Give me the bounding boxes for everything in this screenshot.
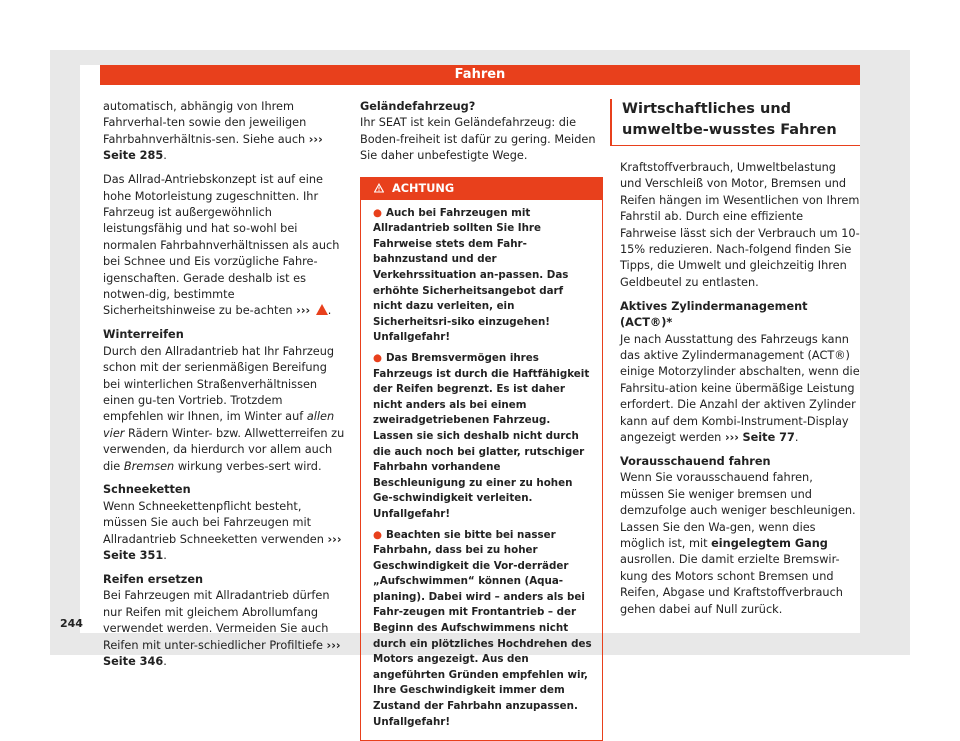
page-header: Fahren xyxy=(100,65,860,85)
warning-item: ● Beachten sie bitte bei nasser Fahrbahn, dass bei zu hoher Geschwindigkeit die Vor-derräder „Aufschwimmen“ können (Aqua-planing). Dabei wird – anders als bei Fahr-zeugen mit Frontantrieb – der Beginn des Aufschwimmens nicht durch ein plötzliches Hochdrehen des Motors angezeigt. Aus den angeführten Gründen empfehlen wir, Ihre Geschwindigkeit immer dem Zustand der Fahrbahn anzupassen. Unfallgefahr! xyxy=(373,528,592,728)
paragraph: automatisch, abhängig von Ihrem Fahrverhal-ten sowie den jeweiligen Fahrbahnverhältnis-sen. Siehe auch ››› Seite 285. xyxy=(103,100,323,163)
arrow-icon: ››› xyxy=(308,132,323,146)
heading-gelaendefahrzeug: Geländefahrzeug? xyxy=(360,100,476,113)
heading-zylindermanagement: Aktives Zylindermanagement (ACT®)* xyxy=(620,299,808,330)
paragraph: Wenn Sie vorausschauend fahren, müssen Sie weniger bremsen und demzufolge auch weniger beschleunigen. Lassen Sie den Wa-gen, wenn dies möglich ist, mit eingelegtem Gang ausrollen. Die damit erzielte Bremswir-kung des Motors schont Bremsen und Reifen, Abgase und Kraftstoffverbrauch gehen dabei auf Null zurück. xyxy=(620,471,856,616)
arrow-icon: ››› xyxy=(296,304,311,318)
page-reference-link[interactable]: Seite 77 xyxy=(742,431,795,444)
bullet-icon: ● xyxy=(373,528,382,541)
section-title: Wirtschaftliches und umweltbe-wusstes Fahren xyxy=(610,99,860,146)
warning-body xyxy=(361,200,602,741)
paragraph: Kraftstoffverbrauch, Umweltbelastung und Verschleiß von Motor, Bremsen und Reifen hängen im Wesentlichen von Ihrem Fahrstil ab. Durch eine effiziente Fahrweise lässt sich der Verbrauch um 10-15% reduzieren. Nach-folgend finden Sie Tipps, die Umwelt und gleichzeitig Ihren Geldbeutel zu entlasten. xyxy=(620,161,860,289)
warning-triangle-icon[interactable] xyxy=(316,304,328,315)
bullet-icon: ● xyxy=(373,206,382,219)
paragraph: Bei Fahrzeugen mit Allradantrieb dürfen nur Reifen mit gleichem Abrollumfang verwendet werden. Vermeiden Sie auch Reifen mit unter-schiedlicher Profiltiefe ››› Seite 346. xyxy=(103,589,341,668)
arrow-icon: ››› xyxy=(327,532,342,546)
page-reference-link[interactable]: Seite 346 xyxy=(103,655,164,668)
paragraph: Wenn Schneekettenpflicht besteht, müssen Sie auch bei Fahrzeugen mit Allradantrieb Schneeketten verwenden ››› Seite 351. xyxy=(103,499,342,563)
paragraph: Durch den Allradantrieb hat Ihr Fahrzeug schon mit der serienmäßigen Bereifung bei winterlichen Straßenverhältnissen einen gu-ten Vortrieb. Trotzdem empfehlen wir Ihnen, im Winter auf allen vier Rädern Winter- bzw. Allwetterreifen zu verwenden, da hierdurch vor allem auch die Bremsen wirkung verbes-sert wird. xyxy=(103,344,345,473)
column-left xyxy=(103,99,345,678)
page-reference-link[interactable]: Seite 351 xyxy=(103,549,164,563)
heading-reifen-ersetzen: Reifen ersetzen xyxy=(103,572,204,586)
paragraph: Ihr SEAT ist kein Geländefahrzeug: die Boden-freiheit ist dafür zu gering. Meiden Sie daher unbefestigte Wege. xyxy=(360,116,596,163)
paragraph: Je nach Ausstattung des Fahrzeugs kann das aktive Zylindermanagement (ACT®) einige Motorzylinder abschalten, wenn die Fahrsitu-ation keine übermäßige Leistung erfordert. Die Anzahl der aktiven Zylinder kann auf dem Kombi-Instrument-Display angezeigt werden ››› Seite 77. xyxy=(620,332,860,444)
heading-winterreifen: Winterreifen xyxy=(103,328,184,342)
warning-box xyxy=(360,177,603,741)
heading-vorausschauend: Vorausschauend fahren xyxy=(620,454,771,468)
warning-item: ● Auch bei Fahrzeugen mit Allradantrieb sollten Sie Ihre Fahrweise stets dem Fahr-bahnzustand und der Verkehrssituation an-passen. Das erhöhte Sicherheitsangebot darf nicht dazu verleiten, ein Sicherheitsri-siko einzugehen! Unfallgefahr! xyxy=(373,206,569,344)
column-middle xyxy=(360,99,603,741)
paragraph: Das Allrad-Antriebskonzept ist auf eine hohe Motorleistung zugeschnitten. Ihr Fahrzeug ist außergewöhnlich leistungsfähig und hat so-wohl bei normalen Fahrbahnverhältnissen als auch bei Schnee und Eis vorzügliche Fahre-igenschaften. Gerade deshalb ist es notwen-dig, bestimmte Sicherheitshinweise zu be-achten ››› . xyxy=(103,173,340,318)
warning-item: ● Das Bremsvermögen ihres Fahrzeugs ist durch die Haftfähigkeit der Reifen begrenzt. Es ist daher nicht anders als bei einem zweiradgetriebenen Fahrzeug. Lassen sie sich deshalb nicht durch die auch noch bei glatter, rutschiger Fahrbahn vorhandene Beschleunigung zu einer zu hohen Ge-schwindigkeit verleiten. Unfallgefahr! xyxy=(373,351,590,520)
warning-title: ACHTUNG xyxy=(392,181,455,195)
arrow-icon: ››› xyxy=(326,638,341,652)
arrow-icon: ››› xyxy=(724,431,739,444)
bullet-icon: ● xyxy=(373,351,382,364)
page-reference-link[interactable]: Seite 285 xyxy=(103,149,164,163)
column-right xyxy=(620,99,860,625)
warning-header xyxy=(361,178,602,200)
page-number: 244 xyxy=(60,617,83,630)
heading-schneeketten: Schneeketten xyxy=(103,483,191,497)
warning-triangle-icon xyxy=(374,183,384,193)
